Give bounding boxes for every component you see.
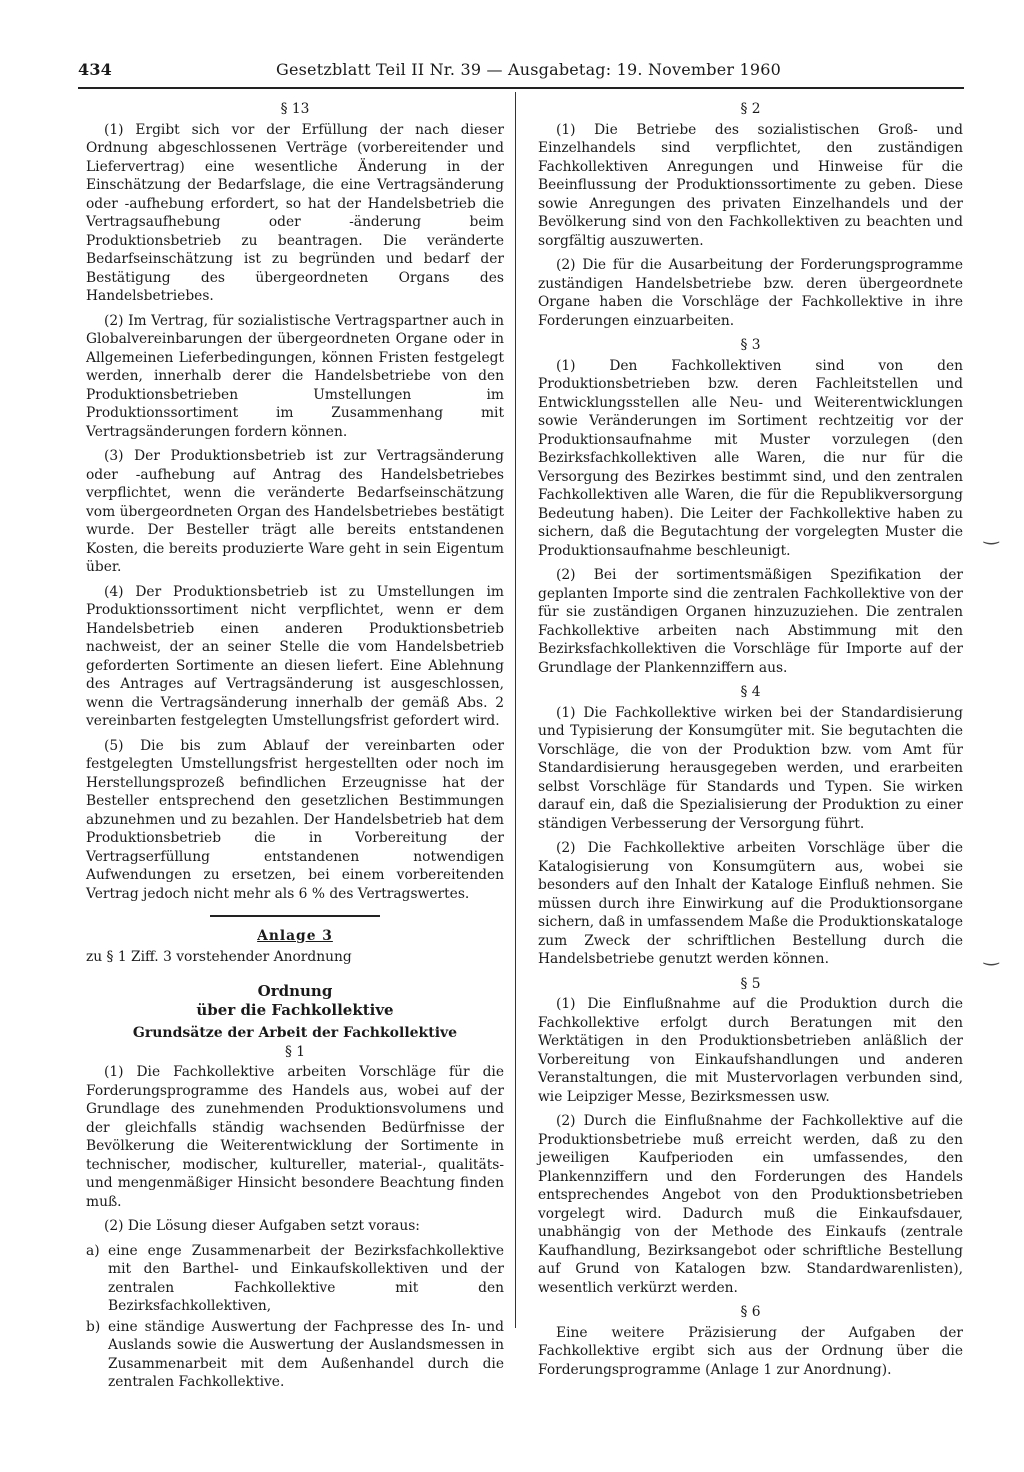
margin-mark-icon: ‿: [984, 945, 999, 966]
s4-paragraph-2: (2) Die Fachkollektive arbeiten Vorschläge über die Katalogisierung von Konsumgütern aus, wobei sie besonders auf den Inhalt der Kataloge Einfluß nehmen. Sie müssen durch ihre Einwirkung auf die Produktionsorgane sichern, daß in umfassendem Maße die Produktionskataloge zum Zweck der schriftlichen Bestellung durch die Handelsbetriebe genutzt werden können.: [538, 840, 963, 967]
list-text-b: eine ständige Auswertung der Fachpresse des In- und Auslands sowie die Auswertung der Auslandsmessen in Zusammenarbeit mit dem Außenhandel durch die zentralen Fachkollektive.: [108, 1318, 504, 1390]
section-separator-rule: [210, 915, 380, 917]
s13-paragraph-4: (4) Der Produktionsbetrieb ist zu Umstellungen im Produktionssortiment nicht verpflichtet, wenn er dem Handelsbetrieb einen anderen Produktionsbetrieb nachweist, der an seiner Stelle die vom Handelsbetrieb geforderten Sortimente an diesen liefert. Eine Ablehnung des Antrages auf Vertragsänderung ist ausgeschlossen, wenn die Vertragsänderung innerhalb der gemäß Abs. 2 vereinbarten festgelegten Umstellungsfrist gefordert wird.: [86, 583, 504, 729]
s13-paragraph-3: (3) Der Produktionsbetrieb ist zur Vertragsänderung oder -aufhebung auf Antrag des Handelsbetriebes verpflichtet, wenn die veränderte Bedarfseinschätzung vom übergeordneten Organ des Handelsbetriebes bestätigt wurde. Der Besteller trägt alle bereits entstandenen Kosten, die bereits produzierte Ware geht in sein Eigentum über.: [86, 448, 504, 575]
anlage-label: Anlage 3: [257, 928, 333, 944]
margin-mark-icon: ‿: [984, 524, 999, 545]
section-heading-3: § 3: [740, 337, 761, 353]
list-label-a: a): [86, 1242, 100, 1259]
list-label-b: b): [86, 1318, 101, 1335]
s4-paragraph-1: (1) Die Fachkollektive wirken bei der Standardisierung und Typisierung der Konsumgüter mit. Sie begutachten die Vorschläge, die von der Produktion bzw. vom Amt für Standardisierung herausgegeben werden, und erarbeiten selbst Vorschläge für Standards und Typen. Sie wirken darauf ein, daß die Spezialisierung der Produktion zu einer ständigen Verbesserung der Versorgung führt.: [538, 704, 963, 832]
left-column: [86, 100, 504, 1394]
s3-paragraph-2: (2) Bei der sortimentsmäßigen Spezifikation der geplanten Importe sind die zentralen Fachkollektive von der für sie zuständigen Organen hinzuzuziehen. Die zentralen Fachkollektive arbeiten nach Abstimmung mit den Bezirksfachkollektiven die Vorschläge für Importe auf der Grundlage der Plankennziffern aus.: [538, 567, 963, 676]
s2-paragraph-2: (2) Die für die Ausarbeitung der Forderungsprogramme zuständigen Handelsbetriebe bzw. deren übergeordnete Organe haben die Vorschläge der Fachkollektive in ihre Forderungen einzuarbeiten.: [538, 257, 963, 329]
page-header: [78, 60, 964, 86]
header-title: Gesetzblatt Teil II Nr. 39 — Ausgabetag: 19. November 1960: [276, 60, 782, 79]
s3-paragraph-1: (1) Den Fachkollektiven sind von den Produktionsbetrieben bzw. deren Fachleitstellen und Entwicklungsstellen alle Neu- und Weiterentwicklungen sowie Veränderungen im Sortiment rechtzeitig vor der Produktionsaufnahme mit Muster vorzulegen (den Bezirksfachkollektiven alle Waren, die nur für die Versorgung des Bezirkes bestimmt sind, und den zentralen Fachkollektiven alle Waren, die für die Republikversorgung Bedeutung haben). Die Leiter der Fachkollektive haben zu sichern, daß die Begutachtung der vorgelegten Muster die Produktionsaufnahme beschleunigt.: [538, 357, 963, 559]
right-column: [538, 100, 963, 1385]
s1-paragraph-2: (2) Die Lösung dieser Aufgaben setzt voraus:: [104, 1218, 420, 1234]
page-number: 434: [78, 60, 112, 79]
column-divider: [515, 92, 516, 1328]
section-heading-1: § 1: [284, 1043, 306, 1060]
ordnung-title: Ordnung: [257, 982, 333, 1000]
s5-paragraph-2: (2) Durch die Einflußnahme der Fachkollektive auf die Produktionsbetriebe muß erreicht werden, daß zu den jeweiligen Kaufperioden ein umfassendes, den Plankennziffern und den Forderungen des Handels entsprechendes Angebot von den Produktionsbetrieben vorgelegt wird. Dadurch muß die Einkaufsdauer, unabhängig von der Methode des Einkaufs (zentrale Kaufhandlung, Bezirksangebot oder schriftliche Bestellung auf Grund von Katalogen bzw. Standardwarenlisten), wesentlich verkürzt werden.: [538, 1113, 963, 1296]
section-heading-13: § 13: [280, 101, 310, 117]
s13-paragraph-1: (1) Ergibt sich vor der Erfüllung der nach dieser Ordnung abgeschlossenen Verträge (vorbereitender und Liefervertrag) eine wesentliche Änderung in der Einschätzung der Bedarfslage, die eine Vertragsänderung oder -aufhebung erfordert, so hat der Handelsbetrieb die Vertragsaufhebung oder -änderung beim Produktionsbetrieb zu beantragen. Die veränderte Bedarfseinschätzung ist zu begründen und bedarf der Bestätigung des übergeordneten Organs des Handelsbetriebes.: [86, 121, 504, 304]
s2-paragraph-1: (1) Die Betriebe des sozialistischen Groß- und Einzelhandels sind verpflichtet, den zuständigen Fachkollektiven Anregungen und Hinweise für die Beeinflussung der Produktionssortimente zu geben. Diese sowie Anregungen des privaten Einzelhandels und der Bevölkerung sind von den Fachkollektiven zu beachten und sorgfältig auszuwerten.: [538, 121, 963, 249]
ordnung-subtitle: über die Fachkollektive: [196, 1001, 394, 1019]
s5-paragraph-1: (1) Die Einflußnahme auf die Produktion durch die Fachkollektive erfolgt durch Beratungen mit den Werktätigen in den Produktionsbetrieben anläßlich der Vorbereitung von Einkaufshandlungen und anderen Veranstaltungen, die mit Mustervorlagen verbunden sind, wie Leipziger Messe, Bezirksmessen usw.: [538, 996, 963, 1105]
grundsaetze-heading: Grundsätze der Arbeit der Fachkollektive: [132, 1025, 458, 1041]
s1-paragraph-1: (1) Die Fachkollektive arbeiten Vorschläge für die Forderungsprogramme des Handels aus, wobei auf der Grundlage des zunehmenden Produktionsvolumens und der gleichfalls ständig wachsenden Bedürfnisse der Bevölkerung die Weiterentwicklung der Sortimente in technischer, modischer, kultureller, material-, qualitäts- und mengenmäßiger Hinsicht besondere Beachtung finden muß.: [86, 1064, 504, 1210]
s13-paragraph-2: (2) Im Vertrag, für sozialistische Vertragspartner auch in Globalvereinbarungen der übergeordneten Organe oder in Allgemeinen Lieferbedingungen, können Fristen festgelegt werden, innerhalb derer die Handelsbetriebe von den Produktionsbetrieben Umstellungen im Produktionssortiment im Zusammenhang mit Vertragsänderungen fordern können.: [86, 312, 504, 440]
s6-paragraph-1: Eine weitere Präzisierung der Aufgaben der Fachkollektive ergibt sich aus der Ordnung über die Forderungsprogramme (Anlage 1 zur Anordnung).: [538, 1324, 963, 1378]
section-heading-2: § 2: [740, 101, 761, 117]
list-text-a: eine enge Zusammenarbeit der Bezirksfachkollektive mit den Barthel- und Einkaufskollektiven und der zentralen Fachkollektive mit den Bezirksfachkollektiven,: [108, 1242, 504, 1314]
s1-list-item-b: [86, 1318, 504, 1392]
section-heading-4: § 4: [740, 684, 761, 700]
header-rule: [78, 87, 964, 89]
s13-paragraph-5: (5) Die bis zum Ablauf der vereinbarten oder festgelegten Umstellungsfrist hergestellten oder noch im Herstellungsprozeß befindlichen Erzeugnisse hat der Besteller entsprechend den gesetzlichen Bestimmungen abzunehmen und zu bezahlen. Der Handelsbetrieb hat dem Produktionsbetrieb die in Vorbereitung der Vertragserfüllung entstandenen notwendigen Aufwendungen zu ersetzen, bei einem vorbereitenden Vertrag jedoch nicht mehr als 6 % des Vertragswertes.: [86, 737, 504, 902]
section-heading-6: § 6: [740, 1304, 761, 1320]
anlage-reference: zu § 1 Ziff. 3 vorstehender Anordnung: [86, 948, 352, 965]
s1-list-item-a: [86, 1242, 504, 1316]
section-heading-5: § 5: [740, 975, 761, 992]
